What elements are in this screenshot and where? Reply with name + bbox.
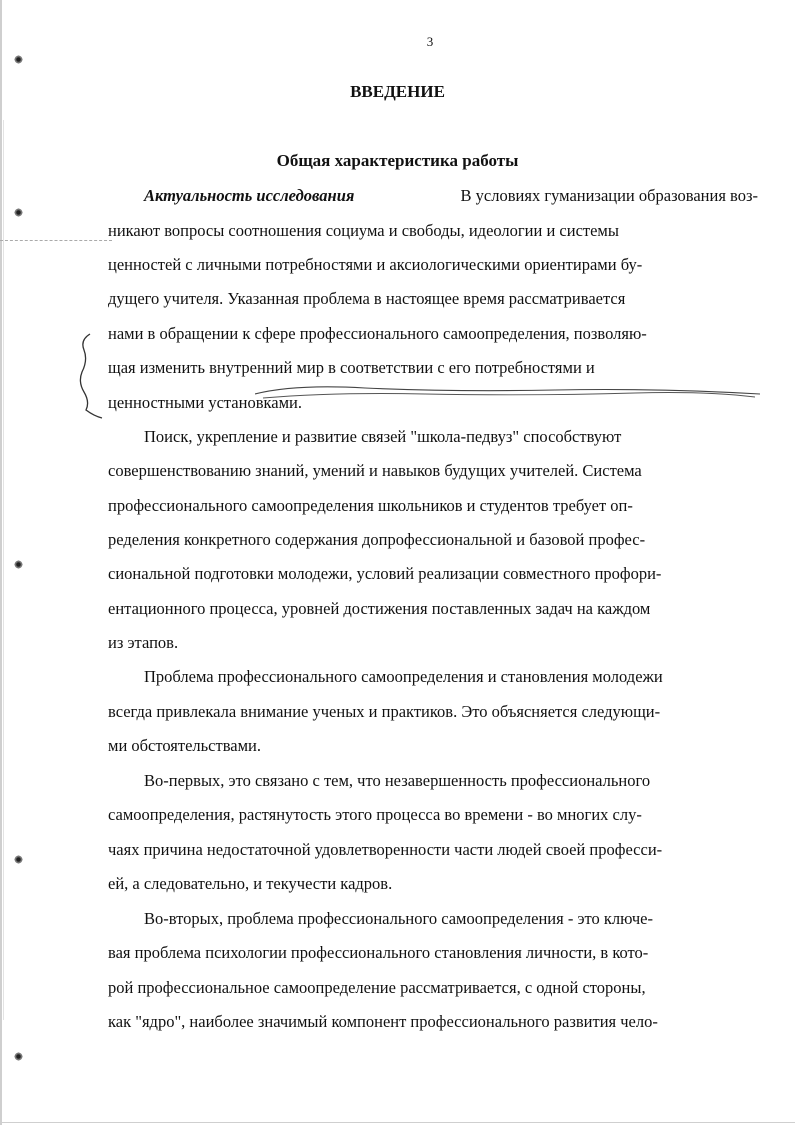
- paragraph-line: из этапов.: [108, 633, 179, 652]
- binding-hole-icon: [14, 208, 23, 217]
- paragraph-line: ценностными установками.: [108, 393, 302, 412]
- pen-bracket-mark: [72, 330, 112, 420]
- paragraph-line: ределения конкретного содержания допрофессиональной и базовой профес-: [108, 530, 646, 549]
- paragraph-line: дущего учителя. Указанная проблема в настоящее время рассматривается: [108, 289, 626, 308]
- paragraph-line: щая изменить внутренний мир в соответствии с его потребностями и: [108, 358, 595, 377]
- paragraph-line: всегда привлекала внимание ученых и практиков. Это объясняется следующи-: [108, 702, 661, 721]
- subsection-title: Общая характеристика работы: [276, 151, 519, 170]
- paragraph-line: ентационного процесса, уровней достижения поставленных задач на каждом: [108, 599, 651, 618]
- paragraph-line: Во-первых, это связано с тем, что незавершенность профессионального: [144, 771, 651, 790]
- paragraph-line: ценностей с личными потребностями и аксиологическими ориентирами бу-: [108, 255, 643, 274]
- paragraph-line: Поиск, укрепление и развитие связей "школа-педвуз" способствуют: [144, 427, 622, 446]
- paragraph-line: чаях причина недостаточной удовлетворенности части людей своей професси-: [108, 840, 663, 859]
- paragraph-line: рой профессиональное самоопределение рассматривается, с одной стороны,: [108, 978, 646, 997]
- binding-hole-icon: [14, 55, 23, 64]
- paragraph-line: [144, 186, 758, 206]
- lead-term: Актуальность исследования: [144, 186, 355, 205]
- paragraph-line: нами в обращении к сфере профессионального самоопределения, позволяю-: [108, 324, 647, 343]
- binding-hole-icon: [14, 560, 23, 569]
- paragraph-line: вая проблема психологии профессионального становления личности, в кото-: [108, 943, 649, 962]
- paragraph-line: профессионального самоопределения школьников и студентов требует оп-: [108, 496, 633, 515]
- binding-hole-icon: [14, 855, 23, 864]
- scan-dashed-mark: [0, 240, 112, 241]
- paragraph-line: Проблема профессионального самоопределения и становления молодежи: [144, 667, 663, 686]
- line-text: В условиях гуманизации образования воз-: [460, 186, 758, 205]
- page-number: 3: [426, 34, 434, 49]
- paragraph-line: никают вопросы соотношения социума и свободы, идеологии и системы: [108, 221, 619, 240]
- paragraph-line: Во-вторых, проблема профессионального самоопределения - это ключе-: [144, 909, 653, 928]
- paragraph-line: ей, а следовательно, и текучести кадров.: [108, 874, 393, 893]
- scan-bottom-edge: [0, 1122, 795, 1123]
- pen-underline-mark: [255, 372, 760, 402]
- paragraph-line: совершенствованию знаний, умений и навыков будущих учителей. Система: [108, 461, 642, 480]
- paragraph-line: ми обстоятельствами.: [108, 736, 262, 755]
- paragraph-line: сиональной подготовки молодежи, условий реализации совместного профори-: [108, 564, 662, 583]
- binding-hole-icon: [14, 1052, 23, 1061]
- paragraph-line: самоопределения, растянутость этого процесса во времени - во многих слу-: [108, 805, 642, 824]
- paragraph-line: как "ядро", наиболее значимый компонент профессионального развития чело-: [108, 1012, 658, 1031]
- section-title: ВВЕДЕНИЕ: [350, 82, 445, 101]
- scan-left-shadow: [3, 120, 4, 1020]
